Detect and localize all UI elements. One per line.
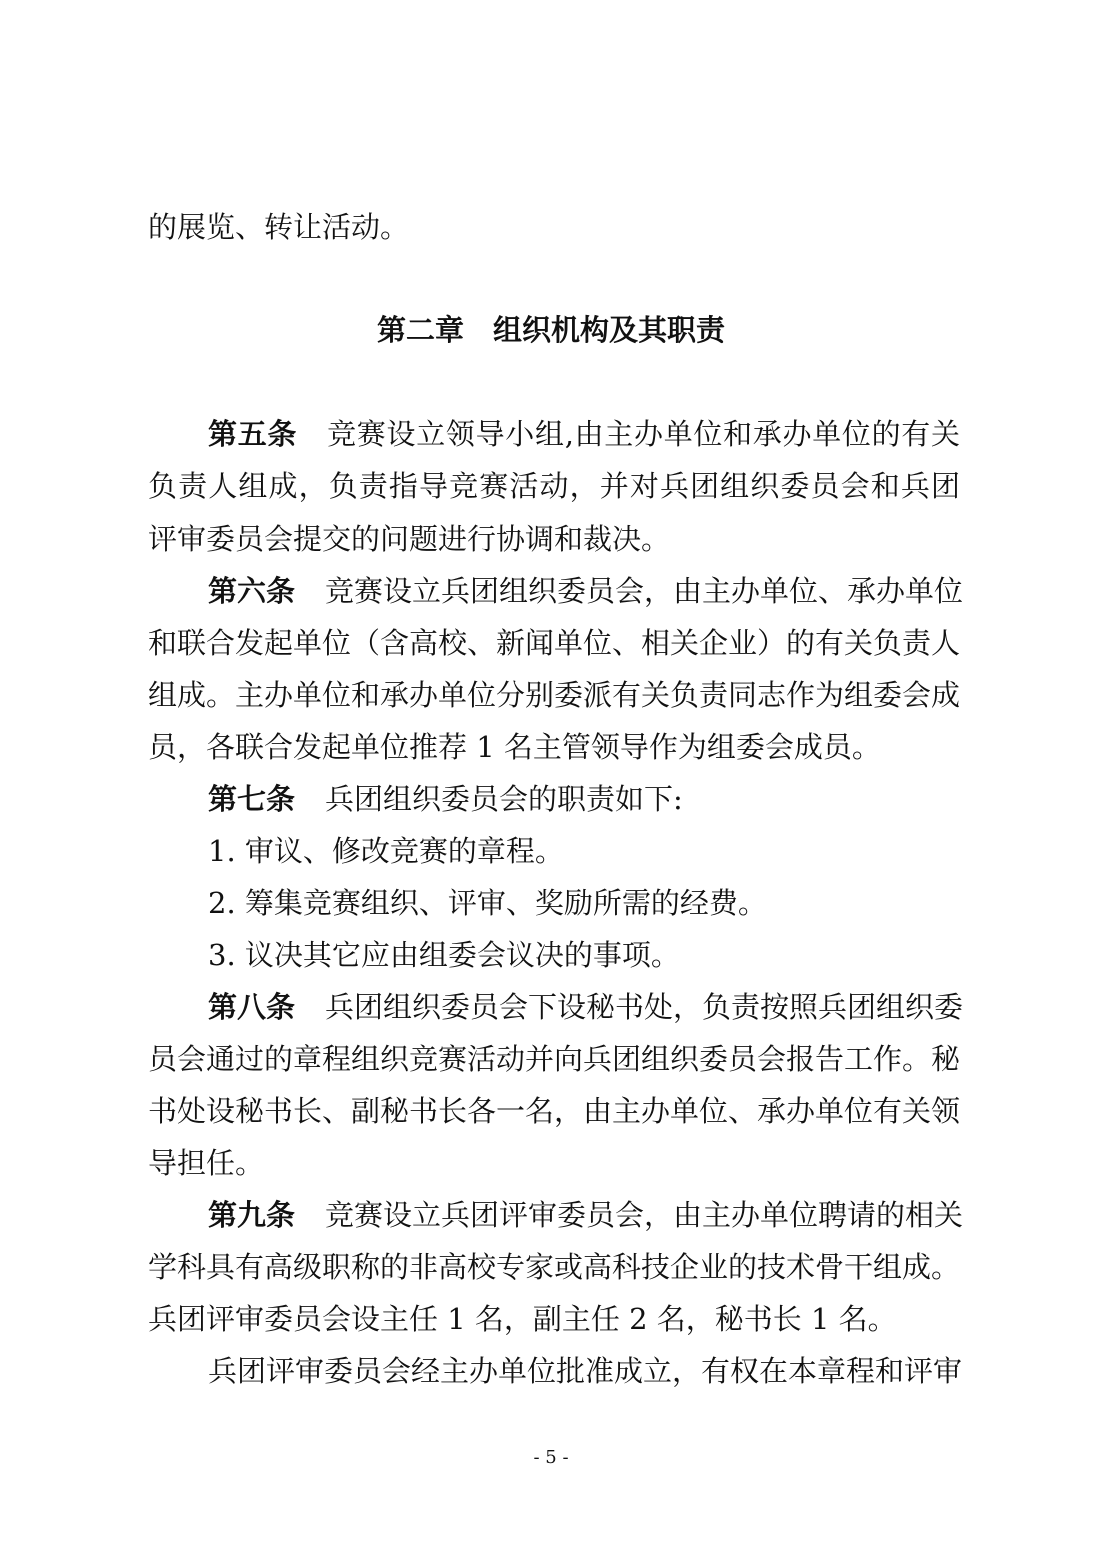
article-9-line-2: 学科具有高级职称的非高校专家或高科技企业的技术骨干组成。 bbox=[148, 1250, 961, 1284]
article-7-item-3: 3. 议决其它应由组委会议决的事项。 bbox=[208, 938, 680, 972]
article-5-text-1: 竞赛设立领导小组,由主办单位和承办单位的有关 bbox=[327, 417, 960, 451]
article-5-line-2: 负责人组成，负责指导竞赛活动，并对兵团组织委员会和兵团 bbox=[148, 469, 960, 503]
article-6-line-3: 组成。主办单位和承办单位分别委派有关负责同志作为组委会成 bbox=[148, 678, 961, 712]
article-6-text-1: 竞赛设立兵团组织委员会，由主办单位、承办单位 bbox=[325, 574, 964, 608]
article-9-label: 第九条 bbox=[208, 1198, 296, 1232]
article-7-line-1 bbox=[208, 779, 960, 819]
opening-line: 的展览、转让活动。 bbox=[148, 210, 410, 244]
article-8-line-4: 导担任。 bbox=[148, 1146, 265, 1180]
article-9-line-3: 兵团评审委员会设主任 1 名，副主任 2 名，秘书长 1 名。 bbox=[148, 1302, 897, 1336]
article-6-label: 第六条 bbox=[208, 574, 296, 608]
article-5-line-3: 评审委员会提交的问题进行协调和裁决。 bbox=[148, 522, 671, 556]
article-7-label: 第七条 bbox=[208, 782, 296, 816]
chapter-title: 第二章 组织机构及其职责 bbox=[376, 313, 725, 347]
article-6-line-4: 员，各联合发起单位推荐 1 名主管领导作为组委会成员。 bbox=[148, 730, 881, 764]
article-8-text-1: 兵团组织委员会下设秘书处，负责按照兵团组织委 bbox=[325, 990, 964, 1024]
closing-paragraph-line: 兵团评审委员会经主办单位批准成立，有权在本章程和评审 bbox=[208, 1354, 963, 1388]
article-8-line-1 bbox=[208, 987, 964, 1027]
article-8-line-3: 书处设秘书长、副秘书长各一名，由主办单位、承办单位有关领 bbox=[148, 1094, 961, 1128]
article-8-label: 第八条 bbox=[208, 990, 296, 1024]
article-5-label: 第五条 bbox=[208, 417, 298, 451]
article-5-line-1 bbox=[208, 414, 960, 454]
article-7-item-1: 1. 审议、修改竞赛的章程。 bbox=[208, 834, 564, 868]
article-6-line-2: 和联合发起单位（含高校、新闻单位、相关企业）的有关负责人 bbox=[148, 626, 961, 660]
article-6-line-1 bbox=[208, 571, 964, 611]
page-number: - 5 - bbox=[533, 1447, 569, 1468]
article-9-line-1 bbox=[208, 1195, 964, 1235]
article-8-line-2: 员会通过的章程组织竞赛活动并向兵团组织委员会报告工作。秘 bbox=[148, 1042, 961, 1076]
article-7-item-2: 2. 筹集竞赛组织、评审、奖励所需的经费。 bbox=[208, 886, 767, 920]
article-7-text-1: 兵团组织委员会的职责如下: bbox=[325, 782, 683, 816]
article-9-text-1: 竞赛设立兵团评审委员会，由主办单位聘请的相关 bbox=[325, 1198, 964, 1232]
